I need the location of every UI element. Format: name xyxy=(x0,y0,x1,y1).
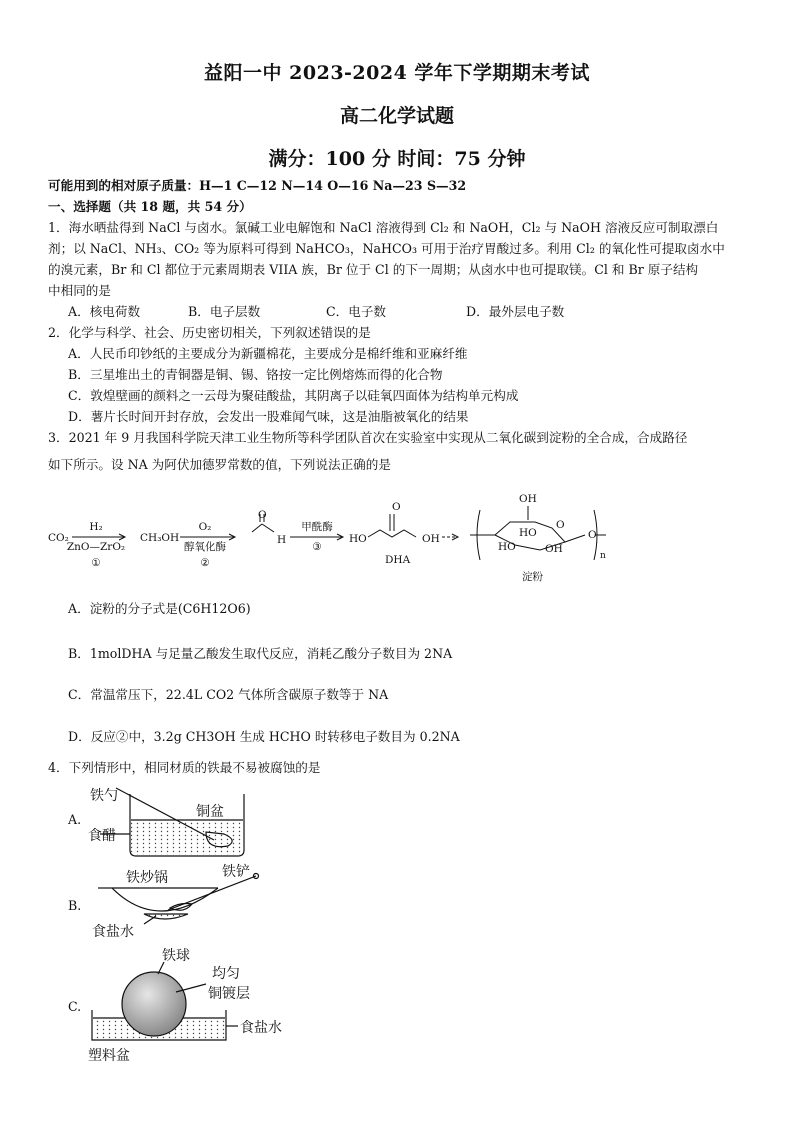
q3-stem-line1: 3．2021 年 9 月我国科学院天津工业生物所等科学团队首次在实验室中实现从二氧化碳到淀粉的全合成，合成路径 xyxy=(48,430,688,445)
q2-stem: 2．化学与科学、社会、历史密切相关，下列叙述错误的是 xyxy=(48,325,371,340)
q3-option-a xyxy=(68,598,251,619)
brine-label-b: 食盐水 xyxy=(92,924,134,940)
coating-label-2: 铜镀层 xyxy=(208,986,250,1002)
q2-option-b: B．三星堆出土的青铜器是铜、锡、铬按一定比例熔炼而得的化合物 xyxy=(68,367,443,382)
q1-option-c: C．电子数 xyxy=(326,304,387,319)
step2-label: ② xyxy=(200,557,210,569)
q1-option-b: B．电子层数 xyxy=(188,304,261,319)
figure-a-iron-spoon-copper-basin xyxy=(88,782,308,862)
exam-meta: 满分：100 分 时间：75 分钟 xyxy=(268,148,526,170)
section-heading: 一、选择题（共 18 题，共 54 分） xyxy=(48,199,252,214)
figure-c-copper-plated-iron-ball xyxy=(84,948,324,1068)
spatula-label: 铁铲 xyxy=(222,864,250,880)
exam-title: 益阳一中 2023-2024 学年下学期期末考试 xyxy=(204,62,590,84)
figure-b-iron-wok xyxy=(88,862,288,942)
q3-option-a-text: A．淀粉的分子式是(C6H12O6) xyxy=(68,601,251,616)
dha-oh-label: OH xyxy=(422,533,440,545)
q2-option-c: C．敦煌壁画的颜料之一云母为聚硅酸盐，其阴离子以硅氧四面体为结构单元构成 xyxy=(68,388,519,403)
vinegar-label: 食醋 xyxy=(88,828,116,844)
formaldehyde-h-label: H xyxy=(277,534,287,546)
catalyst1-label: ZnO—ZrO₂ xyxy=(66,541,126,553)
spoon-label: 铁勺 xyxy=(90,788,118,804)
q4-option-a: A. xyxy=(68,812,82,827)
q3-stem-line2: 如下所示。设 NA 为阿伏加德罗常数的值，下列说法正确的是 xyxy=(48,457,391,472)
coating-label-1: 均匀 xyxy=(212,966,240,982)
starch-n-label: n xyxy=(600,551,606,561)
ring-o-label: O xyxy=(556,519,565,531)
q2-option-a: A．人民币印钞纸的主要成分为新疆棉花，主要成分是棉纤维和亚麻纤维 xyxy=(68,346,468,361)
q3-option-b-text: B．1molDHA 与足量乙酸发生取代反应，消耗乙酸分子数目为 2NA xyxy=(68,646,453,661)
q1-stem-line1: 1．海水晒盐得到 NaCl 与卤水。氯碱工业电解饱和 NaCl 溶液得到 Cl₂ 和 NaOH，Cl₂ 与 NaOH 溶液反应可制取漂白 xyxy=(48,220,719,235)
q1-option-a: A．核电荷数 xyxy=(68,304,141,319)
q3-option-d-text: D．反应②中，3.2g CH3OH 生成 HCHO 时转移电子数目为 0.2NA xyxy=(68,729,460,744)
step3-label: ③ xyxy=(312,541,322,553)
plastic-basin-label: 塑料盆 xyxy=(88,1048,130,1064)
starch-label: 淀粉 xyxy=(522,571,543,583)
formaldehyde-o-label: O xyxy=(258,509,267,521)
q2-option-d: D．薯片长时间开封存放，会发出一股难闻气味，这是油脂被氧化的结果 xyxy=(68,409,469,424)
brine-label-c: 食盐水 xyxy=(240,1020,282,1036)
wok-label: 铁炒锅 xyxy=(126,870,168,886)
copper-basin-label: 铜盆 xyxy=(196,804,224,820)
q4-option-c: C. xyxy=(68,999,82,1014)
q3-option-d xyxy=(68,726,460,747)
step1-label: ① xyxy=(91,557,101,569)
enzyme2-label: 醇氧化酶 xyxy=(184,541,226,553)
starch-oh-top-label: OH xyxy=(519,493,537,505)
starch-ho2-label: HO xyxy=(498,541,516,553)
q3-option-c xyxy=(68,684,388,705)
dha-ho-label: HO xyxy=(349,533,367,545)
ball-label: 铁球 xyxy=(162,948,190,964)
dha-label: DHA xyxy=(385,554,411,566)
exam-subtitle: 高二化学试题 xyxy=(339,105,454,127)
synthesis-scheme xyxy=(0,480,794,590)
co2-label: CO₂ xyxy=(48,532,69,544)
q1-stem-line2: 剂；以 NaCl、NH₃、CO₂ 等为原料可得到 NaHCO₃，NaHCO₃ 可用于治疗胃酸过多。利用 Cl₂ 的氧化性可提取卤水中 xyxy=(48,241,725,256)
q1-option-d: D．最外层电子数 xyxy=(466,304,565,319)
ch3oh-label: CH₃OH xyxy=(140,532,180,544)
atomic-masses: 可能用到的相对原子质量：H—1 C—12 N—14 O—16 Na—23 S—32 xyxy=(48,178,467,193)
q4-option-b: B. xyxy=(68,898,82,913)
q4-stem: 4．下列情形中，相同材质的铁最不易被腐蚀的是 xyxy=(48,760,321,775)
dha-o-label: O xyxy=(392,501,401,513)
h2-label: H₂ xyxy=(89,521,103,533)
starch-ho-label: HO xyxy=(519,527,537,539)
q1-stem-line3: 的溴元素，Br 和 Cl 都位于元素周期表 VIIA 族，Br 位于 Cl 的下一周期；从卤水中也可提取镁。Cl 和 Br 原子结构 xyxy=(48,262,699,277)
enzyme3-label: 甲酰酶 xyxy=(301,521,333,533)
q3-option-b xyxy=(68,643,452,664)
starch-oh-bottom-label: OH xyxy=(545,543,563,555)
q3-option-c-text: C．常温常压下，22.4L CO2 气体所含碳原子数等于 NA xyxy=(68,687,389,702)
glycosidic-o-label: O xyxy=(588,529,597,541)
o2-label: O₂ xyxy=(198,521,212,533)
q1-stem-line4: 中相同的是 xyxy=(48,283,111,298)
